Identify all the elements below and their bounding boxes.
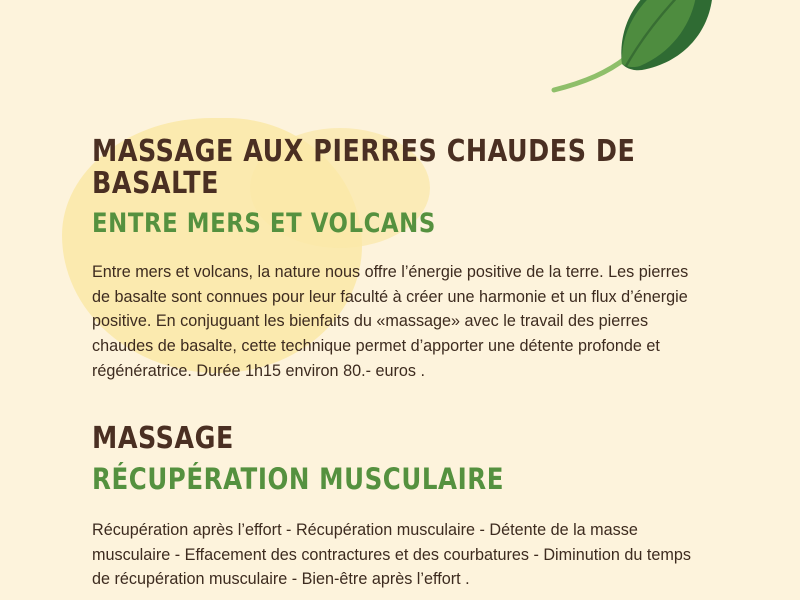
section-body [92, 260, 702, 383]
section-body: Récupération après l’effort - Récupération musculaire - Détente de la masse musculaire - Effacement des contractures et des courbatures - Diminution du temps de récupération musculaire - Bien-être après l’effort . [92, 521, 691, 589]
section-title: MASSAGE AUX PIERRES CHAUDES DE BASALTE [92, 134, 636, 202]
section-subtitle: ENTRE MERS ET VOLCANS [92, 207, 436, 239]
section-massage-recuperation [92, 423, 708, 592]
section-massage-pierres-chaudes [92, 0, 708, 383]
section-title: MASSAGE [92, 421, 234, 457]
section-body-text: Entre mers et volcans, la nature nous offre l’énergie positive de la terre. Les pierres de basalte sont connues pour leur faculté à créer une harmonie et un flux d’énergie positive. En conjuguant les bienfaits du «massage» avec le travail des pierres chaudes de basalte, cette technique permet d’apporter une détente profonde et régénératrice. Durée 1h15 environ [92, 263, 689, 380]
section-price: 80.- euros . [343, 361, 425, 380]
section-subtitle: RÉCUPÉRATION MUSCULAIRE [92, 461, 505, 496]
